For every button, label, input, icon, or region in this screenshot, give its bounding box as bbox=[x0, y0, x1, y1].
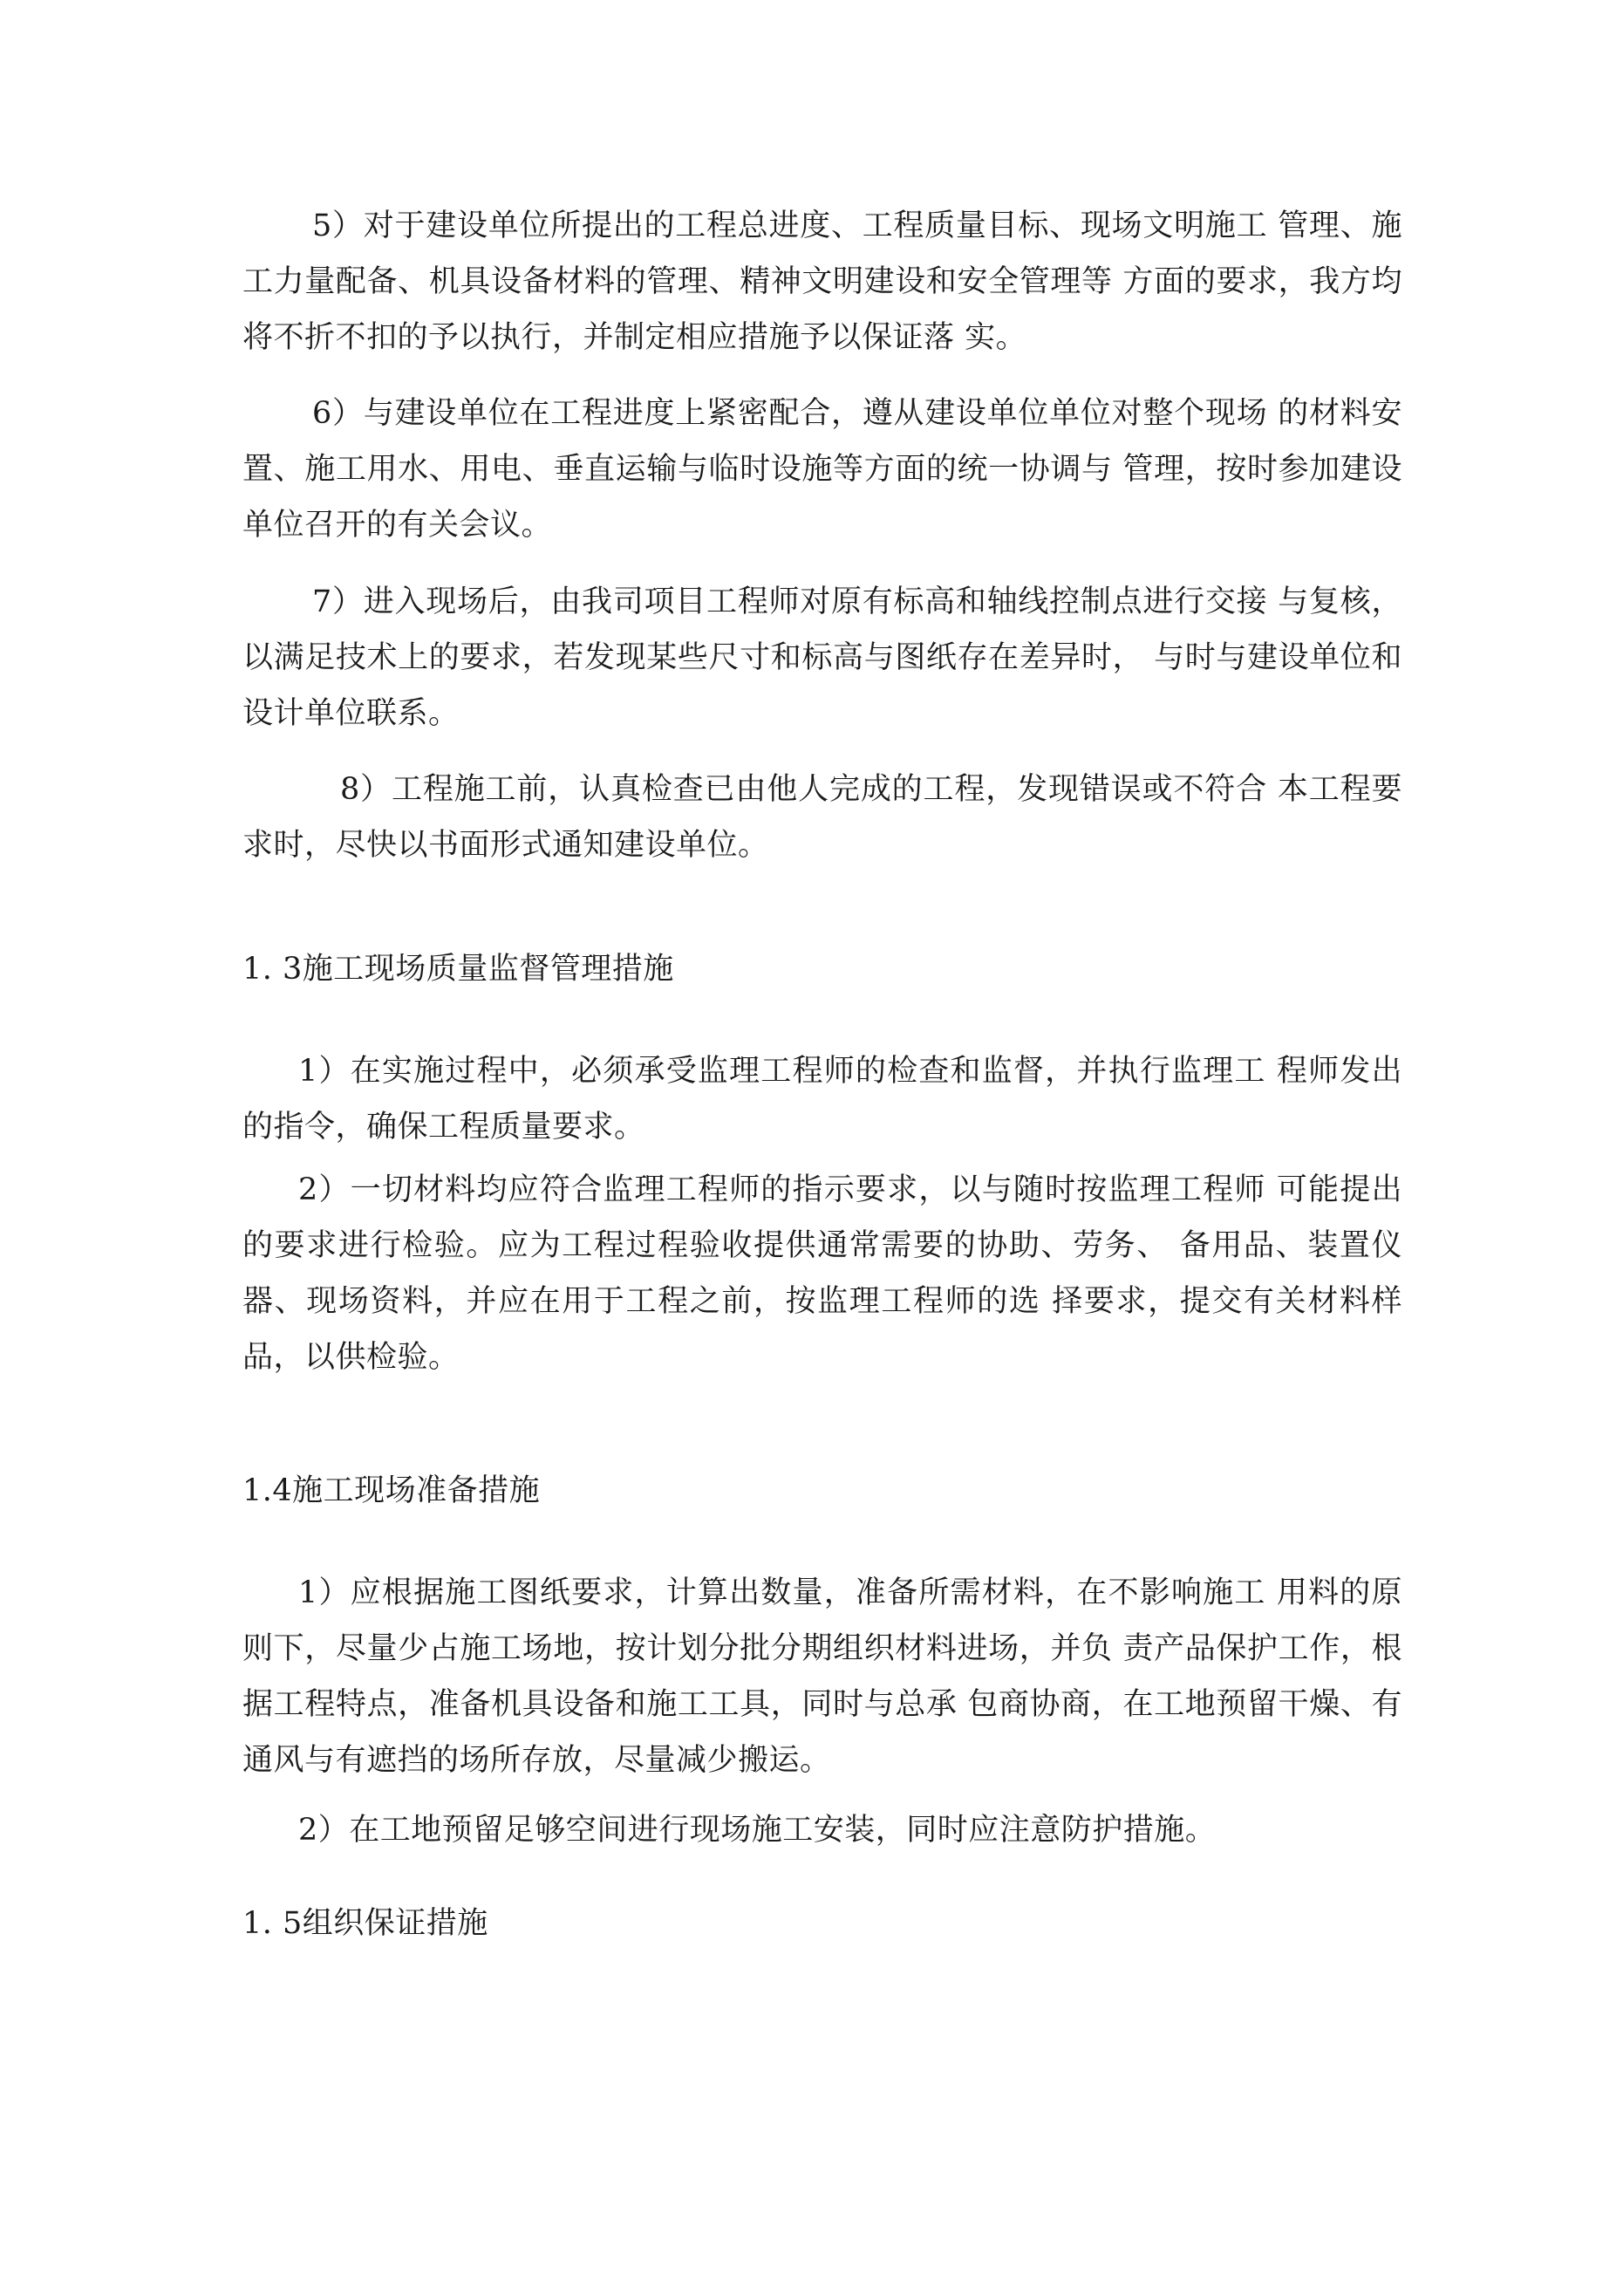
paragraph-item-5: 5）对于建设单位所提出的工程总进度、工程质量目标、现场文明施工 管理、施工力量配备、机具设备材料的管理、精神文明建设和安全管理等 方面的要求，我方均将不折不扣的予以执行，并制定相应措施予以保证落 实。 bbox=[242, 208, 1402, 355]
section-1-4-item-1: 1）应根据施工图纸要求，计算出数量，准备所需材料，在不影响施工 用料的原则下，尽量少占施工场地，按计划分批分期组织材料进场，并负 责产品保护工作，根据工程特点，准备机具设备和施工工具，同时与总承 包商协商，在工地预留干燥、有通风与有遮挡的场所存放，尽量减少搬运。 bbox=[242, 1575, 1402, 1778]
section-1-4-item-2: 2）在工地预留足够空间进行现场施工安装，同时应注意防护措施。 bbox=[298, 1813, 1217, 1848]
section-heading-1-5: 1. 5组织保证措施 bbox=[242, 1906, 488, 1941]
section-1-3-item-1: 1）在实施过程中，必须承受监理工程师的检查和监督，并执行监理工 程师发出的指令，确保工程质量要求。 bbox=[242, 1054, 1402, 1145]
paragraph-item-8: 8）工程施工前，认真检查已由他人完成的工程，发现错误或不符合 本工程要求时，尽快以书面形式通知建设单位。 bbox=[242, 772, 1402, 863]
paragraph-item-6: 6）与建设单位在工程进度上紧密配合，遵从建设单位单位对整个现场 的材料安置、施工用水、用电、垂直运输与临时设施等方面的统一协调与 管理，按时参加建设单位召开的有关会议。 bbox=[242, 396, 1402, 543]
section-heading-1-3: 1. 3施工现场质量监督管理措施 bbox=[242, 952, 674, 987]
paragraph-item-7: 7）进入现场后，由我司项目工程师对原有标高和轴线控制点进行交接 与复核，以满足技术上的要求，若发现某些尺寸和标高与图纸存在差异时， 与时与建设单位和设计单位联系。 bbox=[242, 584, 1402, 731]
section-1-3-item-2: 2）一切材料均应符合监理工程师的指示要求，以与随时按监理工程师 可能提出的要求进行检验。应为工程过程验收提供通常需要的协助、劳务、 备用品、装置仪器、现场资料，并应在用于工程之前，按监理工程师的选 择要求，提交有关材料样品，以供检验。 bbox=[242, 1172, 1402, 1375]
section-heading-1-4: 1.4施工现场准备措施 bbox=[242, 1473, 541, 1508]
